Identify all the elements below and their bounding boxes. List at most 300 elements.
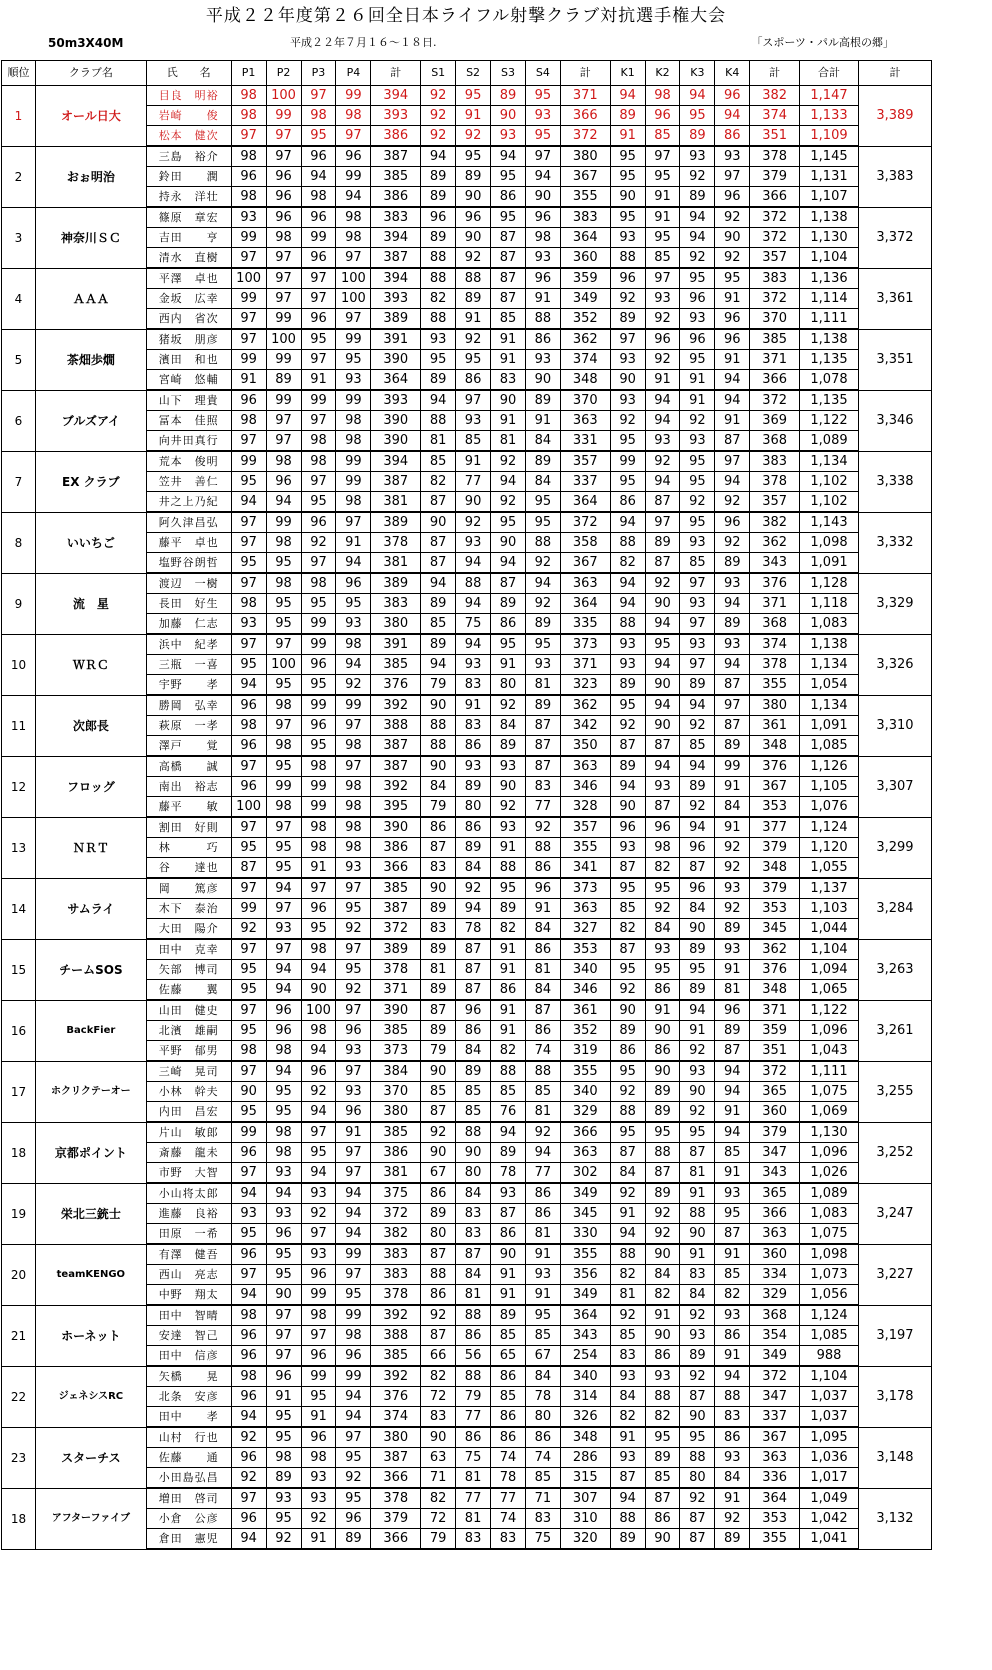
score-k3: 91	[680, 1183, 715, 1204]
score-p4: 97	[336, 716, 371, 736]
score-s2: 84	[456, 1265, 491, 1285]
score-s2: 83	[456, 1204, 491, 1224]
shooter-name: 田中 信彦	[146, 1346, 231, 1367]
score-p-sum: 391	[371, 634, 421, 655]
score-s2: 93	[456, 756, 491, 777]
score-k1: 84	[610, 1163, 645, 1184]
score-k4: 91	[715, 1346, 750, 1367]
score-k-sum: 365	[750, 1082, 800, 1102]
score-p1: 96	[231, 1346, 266, 1367]
score-s2: 83	[456, 1224, 491, 1245]
score-s1: 86	[421, 1183, 456, 1204]
shooter-name: 斎藤 龍未	[146, 1143, 231, 1163]
score-k4: 89	[715, 553, 750, 574]
score-s2: 95	[456, 86, 491, 106]
score-s4: 86	[525, 858, 560, 879]
score-s4: 85	[525, 1326, 560, 1346]
score-s3: 89	[491, 899, 526, 919]
score-s4: 90	[525, 370, 560, 391]
score-s-sum: 362	[560, 695, 610, 716]
shooter-name: 目良 明裕	[146, 86, 231, 106]
score-p-sum: 386	[371, 187, 421, 208]
score-s1: 79	[421, 1041, 456, 1062]
score-individual-total: 1,089	[800, 1183, 859, 1204]
score-s3: 81	[491, 431, 526, 452]
shooter-name: 浜中 紀孝	[146, 634, 231, 655]
score-k2: 94	[645, 472, 680, 492]
score-s3: 95	[491, 512, 526, 533]
score-k4: 94	[715, 1061, 750, 1082]
score-s2: 86	[456, 1427, 491, 1448]
score-k1: 88	[610, 1102, 645, 1123]
score-k-sum: 336	[750, 1468, 800, 1489]
score-k3: 92	[680, 1488, 715, 1509]
score-k-sum: 359	[750, 1021, 800, 1041]
team-rank: 8	[2, 512, 36, 573]
score-p2: 92	[266, 1529, 301, 1550]
score-s3: 86	[491, 980, 526, 1001]
score-p3: 97	[301, 268, 336, 289]
score-p2: 95	[266, 1244, 301, 1265]
score-p3: 93	[301, 1244, 336, 1265]
club-name: おぉ明治	[35, 146, 146, 207]
score-k1: 94	[610, 573, 645, 594]
score-p1: 95	[231, 838, 266, 858]
score-s2: 87	[456, 960, 491, 980]
shooter-name: 小田島弘昌	[146, 1468, 231, 1489]
score-s2: 92	[456, 248, 491, 269]
score-p-sum: 389	[371, 939, 421, 960]
score-s1: 94	[421, 390, 456, 411]
score-k-sum: 347	[750, 1387, 800, 1407]
club-name: 次郎長	[35, 695, 146, 756]
shooter-name: 佐藤 翼	[146, 980, 231, 1001]
shooter-name: 倉田 憲児	[146, 1529, 231, 1550]
score-k-sum: 372	[750, 207, 800, 228]
score-p-sum: 381	[371, 1163, 421, 1184]
score-k1: 90	[610, 797, 645, 818]
score-k1: 95	[610, 472, 645, 492]
score-s-sum: 319	[560, 1041, 610, 1062]
shooter-name: 西内 省次	[146, 309, 231, 330]
score-p4: 98	[336, 431, 371, 452]
score-p3: 92	[301, 1204, 336, 1224]
score-k4: 86	[715, 1427, 750, 1448]
score-p-sum: 394	[371, 228, 421, 248]
score-s1: 89	[421, 594, 456, 614]
table-row	[2, 1305, 932, 1326]
score-p4: 98	[336, 411, 371, 431]
team-rank: 14	[2, 878, 36, 939]
score-k2: 95	[645, 1122, 680, 1143]
score-s3: 84	[491, 716, 526, 736]
score-s-sum: 364	[560, 492, 610, 513]
score-s-sum: 366	[560, 1122, 610, 1143]
shooter-name: 篠原 章宏	[146, 207, 231, 228]
score-individual-total: 1,026	[800, 1163, 859, 1184]
score-s1: 72	[421, 1509, 456, 1529]
score-k4: 96	[715, 86, 750, 106]
score-p3: 99	[301, 797, 336, 818]
shooter-name: 澤戸 覚	[146, 736, 231, 757]
score-k4: 89	[715, 736, 750, 757]
score-s4: 84	[525, 431, 560, 452]
score-s4: 92	[525, 553, 560, 574]
score-individual-total: 1,138	[800, 329, 859, 350]
score-p4: 94	[336, 187, 371, 208]
shooter-name: 山田 健史	[146, 1000, 231, 1021]
score-individual-total: 1,124	[800, 1305, 859, 1326]
score-individual-total: 1,044	[800, 919, 859, 940]
score-k2: 94	[645, 756, 680, 777]
score-k-sum: 372	[750, 1061, 800, 1082]
score-individual-total: 1,073	[800, 1265, 859, 1285]
score-p4: 97	[336, 309, 371, 330]
score-k4: 94	[715, 1366, 750, 1387]
score-p3: 96	[301, 309, 336, 330]
score-k1: 95	[610, 431, 645, 452]
score-s4: 78	[525, 1387, 560, 1407]
score-k-sum: 347	[750, 1143, 800, 1163]
score-k-sum: 351	[750, 1041, 800, 1062]
score-p1: 97	[231, 533, 266, 553]
shooter-name: 三瓶 一喜	[146, 655, 231, 675]
score-p4: 97	[336, 1427, 371, 1448]
score-s-sum: 380	[560, 146, 610, 167]
score-s-sum: 348	[560, 1427, 610, 1448]
score-s3: 91	[491, 1285, 526, 1306]
score-k-sum: 334	[750, 1265, 800, 1285]
score-s2: 91	[456, 309, 491, 330]
score-k1: 81	[610, 1285, 645, 1306]
score-k4: 94	[715, 1122, 750, 1143]
score-p2: 97	[266, 939, 301, 960]
score-p1: 98	[231, 1366, 266, 1387]
score-s2: 80	[456, 1163, 491, 1184]
score-p-sum: 393	[371, 106, 421, 126]
score-p2: 93	[266, 1204, 301, 1224]
team-rank: 17	[2, 1061, 36, 1122]
score-p2: 95	[266, 1102, 301, 1123]
score-individual-total: 1,114	[800, 289, 859, 309]
score-k3: 93	[680, 1326, 715, 1346]
score-p4: 97	[336, 1061, 371, 1082]
team-rank: 15	[2, 939, 36, 1000]
score-k-sum: 376	[750, 573, 800, 594]
shooter-name: 持永 洋壮	[146, 187, 231, 208]
score-p1: 92	[231, 1468, 266, 1489]
score-s4: 85	[525, 1468, 560, 1489]
score-k2: 89	[645, 1082, 680, 1102]
score-k1: 94	[610, 512, 645, 533]
score-k4: 92	[715, 838, 750, 858]
score-p1: 96	[231, 1244, 266, 1265]
score-k1: 89	[610, 106, 645, 126]
score-p2: 97	[266, 289, 301, 309]
score-k-sum: 367	[750, 1427, 800, 1448]
score-individual-total: 1,147	[800, 86, 859, 106]
team-total: 3,255	[858, 1061, 931, 1122]
score-s2: 89	[456, 289, 491, 309]
score-k3: 95	[680, 268, 715, 289]
score-s3: 78	[491, 1163, 526, 1184]
score-p-sum: 372	[371, 1204, 421, 1224]
shooter-name: 割田 好則	[146, 817, 231, 838]
score-p-sum: 385	[371, 1021, 421, 1041]
score-p-sum: 390	[371, 431, 421, 452]
score-p4: 97	[336, 878, 371, 899]
score-s4: 96	[525, 207, 560, 228]
score-s3: 95	[491, 167, 526, 187]
score-k4: 89	[715, 614, 750, 635]
score-k-sum: 349	[750, 1346, 800, 1367]
score-s3: 85	[491, 309, 526, 330]
score-p-sum: 390	[371, 817, 421, 838]
score-k2: 94	[645, 390, 680, 411]
score-s2: 88	[456, 268, 491, 289]
score-p3: 99	[301, 614, 336, 635]
score-s4: 90	[525, 187, 560, 208]
score-s3: 87	[491, 228, 526, 248]
score-p-sum: 385	[371, 655, 421, 675]
score-p2: 98	[266, 1143, 301, 1163]
score-k4: 89	[715, 1529, 750, 1550]
shooter-name: 田中 孝	[146, 1407, 231, 1428]
score-k2: 92	[645, 573, 680, 594]
score-k2: 98	[645, 838, 680, 858]
score-individual-total: 1,137	[800, 878, 859, 899]
score-k-sum: 362	[750, 533, 800, 553]
score-p4: 97	[336, 512, 371, 533]
score-k3: 87	[680, 1509, 715, 1529]
score-p1: 95	[231, 1021, 266, 1041]
score-k3: 95	[680, 472, 715, 492]
score-k2: 94	[645, 655, 680, 675]
score-k2: 87	[645, 736, 680, 757]
score-k3: 97	[680, 573, 715, 594]
score-p-sum: 385	[371, 1122, 421, 1143]
score-s3: 95	[491, 878, 526, 899]
score-p2: 96	[266, 1021, 301, 1041]
shooter-name: 谷 達也	[146, 858, 231, 879]
score-k-sum: 371	[750, 350, 800, 370]
score-p2: 95	[266, 1427, 301, 1448]
score-individual-total: 1,122	[800, 411, 859, 431]
score-p2: 98	[266, 797, 301, 818]
score-k4: 91	[715, 777, 750, 797]
score-k2: 93	[645, 431, 680, 452]
shooter-name: 加藤 仁志	[146, 614, 231, 635]
score-s1: 83	[421, 919, 456, 940]
score-p-sum: 388	[371, 1326, 421, 1346]
score-k2: 88	[645, 1143, 680, 1163]
team-rank: 16	[2, 1000, 36, 1061]
score-k2: 92	[645, 309, 680, 330]
score-s-sum: 370	[560, 390, 610, 411]
score-p1: 97	[231, 573, 266, 594]
score-p-sum: 383	[371, 1265, 421, 1285]
shooter-name: 高橋 誠	[146, 756, 231, 777]
score-p-sum: 387	[371, 756, 421, 777]
score-s2: 89	[456, 838, 491, 858]
score-k1: 87	[610, 939, 645, 960]
score-s-sum: 342	[560, 716, 610, 736]
score-p1: 100	[231, 797, 266, 818]
score-p2: 98	[266, 1448, 301, 1468]
score-k3: 92	[680, 1366, 715, 1387]
score-s-sum: 383	[560, 207, 610, 228]
score-p-sum: 387	[371, 248, 421, 269]
score-k-sum: 357	[750, 248, 800, 269]
score-individual-total: 1,111	[800, 309, 859, 330]
shooter-name: 平野 郁男	[146, 1041, 231, 1062]
score-p4: 96	[336, 573, 371, 594]
score-k4: 84	[715, 797, 750, 818]
score-k1: 82	[610, 1265, 645, 1285]
score-p1: 99	[231, 289, 266, 309]
score-s-sum: 302	[560, 1163, 610, 1184]
club-name: ホクリクテーオー	[35, 1061, 146, 1122]
score-k-sum: 374	[750, 634, 800, 655]
score-s4: 95	[525, 634, 560, 655]
table-row	[2, 512, 932, 533]
score-p2: 95	[266, 1082, 301, 1102]
score-s1: 87	[421, 1326, 456, 1346]
score-k4: 95	[715, 1204, 750, 1224]
score-p3: 96	[301, 512, 336, 533]
score-k2: 84	[645, 919, 680, 940]
score-k-sum: 337	[750, 1407, 800, 1428]
score-p4: 98	[336, 207, 371, 228]
score-k2: 98	[645, 86, 680, 106]
score-p2: 95	[266, 675, 301, 696]
team-total: 3,148	[858, 1427, 931, 1488]
score-k3: 95	[680, 1427, 715, 1448]
score-p1: 87	[231, 858, 266, 879]
score-p1: 94	[231, 675, 266, 696]
score-p-sum: 385	[371, 878, 421, 899]
score-s3: 83	[491, 370, 526, 391]
club-name: teamKENGO	[35, 1244, 146, 1305]
score-k3: 88	[680, 1204, 715, 1224]
score-s2: 87	[456, 1244, 491, 1265]
score-p-sum: 375	[371, 1183, 421, 1204]
score-s2: 83	[456, 675, 491, 696]
score-s4: 86	[525, 329, 560, 350]
score-p-sum: 372	[371, 919, 421, 940]
score-p1: 97	[231, 1265, 266, 1285]
score-k2: 97	[645, 512, 680, 533]
score-k2: 90	[645, 1021, 680, 1041]
team-rank: 7	[2, 451, 36, 512]
score-k4: 90	[715, 228, 750, 248]
score-k2: 91	[645, 207, 680, 228]
score-s-sum: 340	[560, 1366, 610, 1387]
score-k3: 95	[680, 512, 715, 533]
score-k3: 94	[680, 86, 715, 106]
score-k1: 87	[610, 858, 645, 879]
score-p3: 95	[301, 492, 336, 513]
event-name: 50m3X40M	[48, 36, 124, 50]
score-k1: 95	[610, 207, 645, 228]
shooter-name: 平澤 卓也	[146, 268, 231, 289]
score-p-sum: 383	[371, 1244, 421, 1265]
score-s1: 89	[421, 187, 456, 208]
score-individual-total: 1,124	[800, 817, 859, 838]
score-p4: 96	[336, 1102, 371, 1123]
score-s2: 94	[456, 553, 491, 574]
score-s-sum: 373	[560, 634, 610, 655]
score-p4: 99	[336, 86, 371, 106]
team-rank: 19	[2, 1183, 36, 1244]
score-p2: 97	[266, 411, 301, 431]
score-p1: 96	[231, 1448, 266, 1468]
score-s2: 86	[456, 1326, 491, 1346]
team-total: 3,389	[858, 86, 931, 147]
score-p-sum: 383	[371, 594, 421, 614]
score-p2: 99	[266, 390, 301, 411]
score-s-sum: 367	[560, 167, 610, 187]
score-individual-total: 1,037	[800, 1387, 859, 1407]
score-k3: 87	[680, 1529, 715, 1550]
score-k3: 89	[680, 980, 715, 1001]
team-total: 3,299	[858, 817, 931, 878]
score-k-sum: 372	[750, 289, 800, 309]
score-s2: 86	[456, 370, 491, 391]
score-s1: 94	[421, 573, 456, 594]
score-s3: 89	[491, 1305, 526, 1326]
score-k4: 89	[715, 1021, 750, 1041]
score-s4: 91	[525, 289, 560, 309]
score-k2: 94	[645, 411, 680, 431]
score-k-sum: 343	[750, 553, 800, 574]
team-rank: 18	[2, 1122, 36, 1183]
score-k-sum: 379	[750, 838, 800, 858]
score-s1: 90	[421, 695, 456, 716]
score-s4: 93	[525, 106, 560, 126]
club-name: アフターファイブ	[35, 1488, 146, 1549]
score-k3: 92	[680, 248, 715, 269]
score-individual-total: 1,096	[800, 1021, 859, 1041]
shooter-name: 萩原 一孝	[146, 716, 231, 736]
score-s3: 89	[491, 736, 526, 757]
score-k2: 90	[645, 1244, 680, 1265]
score-p-sum: 380	[371, 1102, 421, 1123]
score-s4: 95	[525, 512, 560, 533]
score-p4: 98	[336, 777, 371, 797]
score-individual-total: 1,136	[800, 268, 859, 289]
score-k-sum: 371	[750, 594, 800, 614]
table-row	[2, 1427, 932, 1448]
score-s1: 81	[421, 431, 456, 452]
score-p4: 94	[336, 1407, 371, 1428]
score-s2: 93	[456, 411, 491, 431]
table-row	[2, 573, 932, 594]
score-k1: 85	[610, 899, 645, 919]
score-individual-total: 1,075	[800, 1082, 859, 1102]
score-p1: 96	[231, 1143, 266, 1163]
score-p3: 96	[301, 248, 336, 269]
score-k2: 90	[645, 716, 680, 736]
score-s-sum: 307	[560, 1488, 610, 1509]
col-k2: K2	[645, 61, 680, 86]
score-p2: 89	[266, 370, 301, 391]
score-k3: 83	[680, 1265, 715, 1285]
score-k1: 93	[610, 1448, 645, 1468]
score-s2: 93	[456, 533, 491, 553]
score-p1: 98	[231, 594, 266, 614]
shooter-name: 小林 幹夫	[146, 1082, 231, 1102]
